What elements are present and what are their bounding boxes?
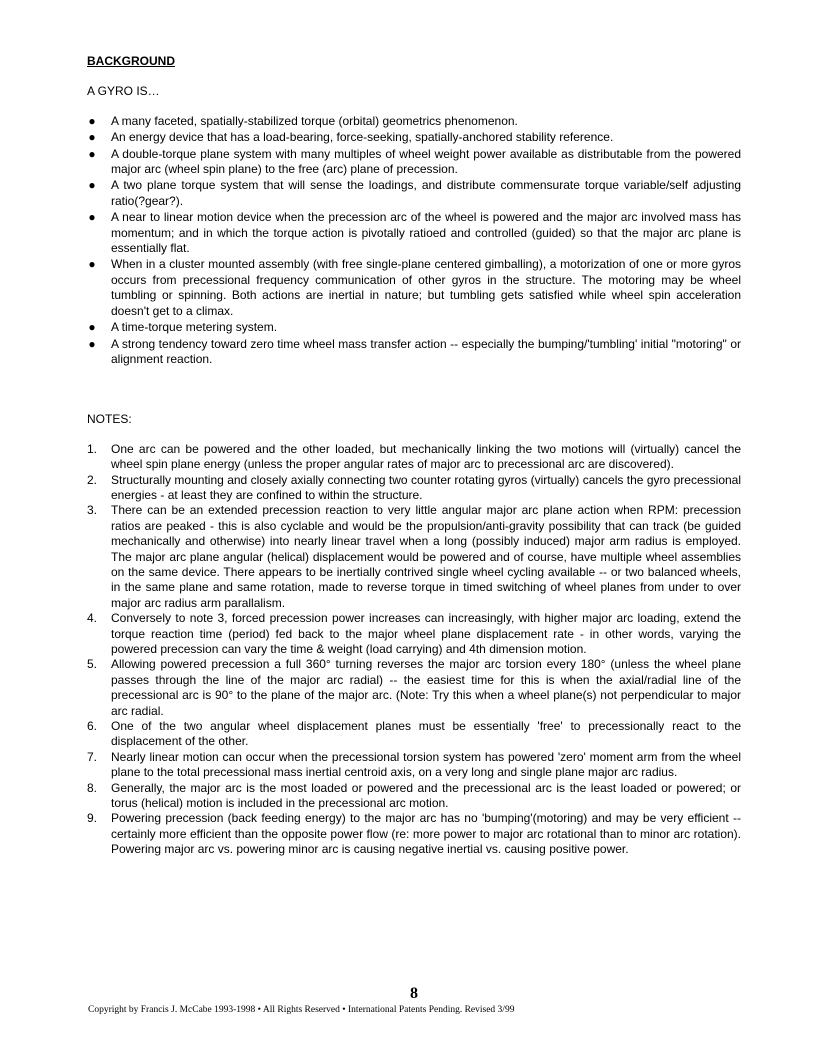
list-item-text: A time-torque metering system. [111, 320, 278, 335]
bullet-icon: ● [88, 113, 96, 128]
notes-list [87, 442, 741, 858]
note-text: Allowing powered precession a full 360° turning reverses the major arc torsion every 180° (unless the wheel plane passes through the line of the major arc radial) -- the easiest time for this is when the axial/radial line of the precessional arc is 90° to the plane of the major arc. (Note: Try this when a wheel plane(s) not perpendicular to major arc radial. [111, 657, 741, 718]
list-item-text: A many faceted, spatially-stabilized torque (orbital) geometrics phenomenon. [111, 113, 518, 128]
note-text: Structurally mounting and closely axially connecting two counter rotating gyros (virtually) cancels the gyro precessional energies - at least they are confined to within the structure. [111, 472, 741, 502]
note-item [87, 781, 741, 812]
note-item [87, 811, 741, 857]
note-number: 2. [87, 472, 98, 487]
note-number: 4. [87, 611, 98, 626]
intro-line: A GYRO IS… [87, 84, 160, 99]
bullet-icon: ● [88, 146, 96, 161]
note-item [87, 442, 741, 473]
list-item-text: A double-torque plane system with many multiples of wheel weight power available as distributable from the powered major arc (wheel spin plane) to the free (arc) plane of precession. [111, 146, 741, 177]
bullet-icon: ● [88, 257, 96, 272]
list-item-text: A two plane torque system that will sense the loadings, and distribute commensurate torque variable/self adjusting ratio(?gear?). [111, 178, 741, 208]
list-item [87, 147, 741, 178]
list-item [87, 210, 741, 256]
note-text: Nearly linear motion can occur when the precessional torsion system has powered 'zero' moment arm from the wheel plane to the total precessional mass inertial centroid axis, on a very long and single plane major arc radius. [111, 749, 741, 780]
note-text: Powering precession (back feeding energy) to the major arc has no 'bumping'(motoring) and may be very efficient -- certainly more efficient than the opposite power flow (re: more power to major arc rotational than to minor arc rotation). Powering major arc vs. powering minor arc is causing negative inertial vs. causing positive power. [111, 811, 741, 857]
note-text: Conversely to note 3, forced precession power increases can increasingly, with higher major arc loading, extend the torque reaction time (period) fed back to the major wheel plane displacement rate - in other words, varying the powered precession can vary the time & weight (load carrying) and 4th dimension motion. [111, 611, 741, 656]
note-number: 7. [87, 749, 98, 764]
list-item [87, 320, 741, 335]
bullet-icon: ● [88, 178, 96, 193]
note-item [87, 473, 741, 504]
list-item [87, 114, 741, 129]
list-item [87, 257, 741, 319]
note-number: 3. [87, 503, 98, 518]
note-number: 6. [87, 719, 98, 734]
list-item [87, 337, 741, 368]
notes-label: NOTES: [87, 412, 132, 427]
list-item-text: A near to linear motion device when the precession arc of the wheel is powered and the major arc involved mass has momentum; and in which the torque action is pivotally ratioed and controlled (guided) so that the major arc plane is essentially flat. [111, 210, 741, 256]
note-item [87, 611, 741, 657]
gyro-definition-list [87, 114, 741, 368]
note-number: 1. [87, 441, 98, 456]
note-number: 5. [87, 657, 98, 672]
page-footer [87, 985, 741, 1016]
list-item-text: An energy device that has a load-bearing, force-seeking, spatially-anchored stability reference. [111, 130, 614, 145]
bullet-icon: ● [88, 320, 96, 335]
note-number: 9. [87, 811, 98, 826]
section-heading: BACKGROUND [87, 54, 175, 68]
note-item [87, 657, 741, 719]
list-item-text: When in a cluster mounted assembly (with free single-plane centered gimballing), a motorization of one or more gyros occurs from precessional frequency communication of other gyros in the structure. The motoring may be wheel tumbling or spinning. Both actions are inertial in nature; but tumbling gets satisfied while wheel spin acceleration doesn't get to a climax. [111, 257, 741, 318]
bullet-icon: ● [88, 210, 96, 225]
note-text: One of the two angular wheel displacement planes must be essentially 'free' to precessionally react to the displacement of the other. [111, 719, 741, 749]
note-text: Generally, the major arc is the most loaded or powered and the precessional arc is the least loaded or powered; or torus (helical) motion is included in the precessional arc motion. [111, 780, 741, 811]
note-item [87, 750, 741, 781]
list-item [87, 178, 741, 209]
note-item [87, 719, 741, 750]
bullet-icon: ● [88, 130, 96, 145]
list-item [87, 130, 741, 145]
note-item [87, 503, 741, 611]
document-page [87, 54, 741, 858]
note-text: There can be an extended precession reaction to very little angular major arc plane action when RPM: precession ratios are peaked - this is also cyclable and would be the propulsion/anti-gravity possibility that can track (be guided mechanically and otherwise) into nearly linear travel when a long (possibly induced) major arm radius is employed. The major arc plane angular (helical) displacement would be powered and of course, have multiple wheel assemblies on the same device. There appears to be inertially contrived single wheel cycling available -- or two balanced wheels, in the same plane and same rotation, made to reverse torque in timed switching of wheel planes from under to over major arc radius arm parallalism. [111, 503, 741, 610]
note-text: One arc can be powered and the other loaded, but mechanically linking the two motions will (virtually) cancel the wheel spin plane energy (unless the proper angular rates of major arc to precessional arc are discovered). [111, 441, 741, 472]
note-number: 8. [87, 780, 98, 795]
list-item-text: A strong tendency toward zero time wheel mass transfer action -- especially the bumping/'tumbling' initial "motoring" or alignment reaction. [111, 336, 741, 366]
page-number: 8 [410, 985, 418, 1002]
bullet-icon: ● [88, 336, 96, 351]
copyright-notice: Copyright by Francis J. McCabe 1993-1998 • All Rights Reserved • International Patents Pending. Revised 3/99 [88, 1005, 515, 1015]
